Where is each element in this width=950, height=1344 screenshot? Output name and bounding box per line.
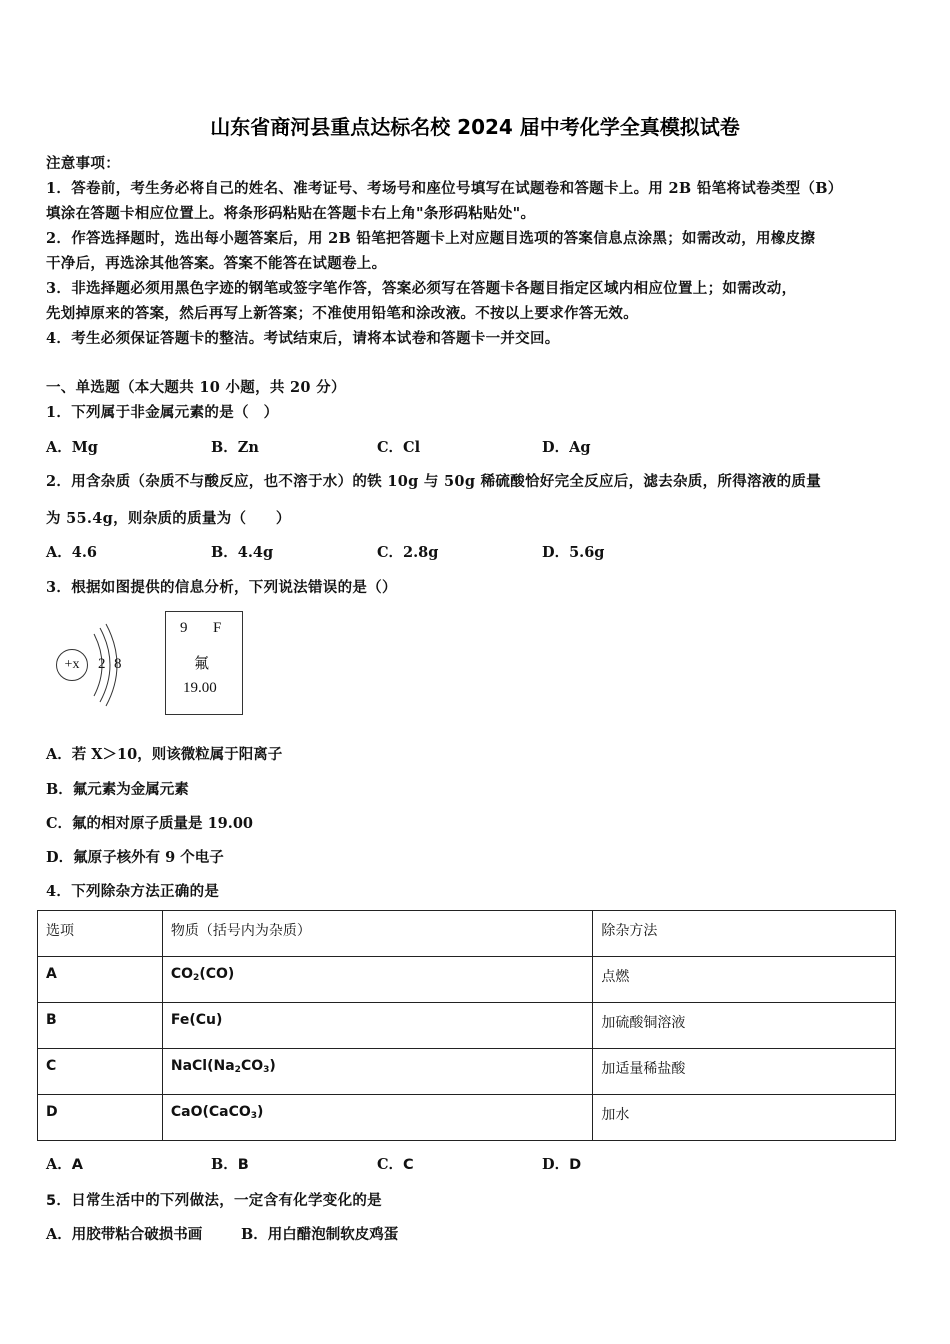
notice-line: 2．作答选择题时，选出每小题答案后，用 2B 铅笔把答题卡上对应题目选项的答案信息点涂黑；如需改动，用橡皮擦 [46,230,816,247]
notice-line: 3．非选择题必须用黑色字迹的钢笔或签字笔作答，答案必须写在答题卡各题目指定区域内相应位置上；如需改动， [46,280,797,297]
question-2-option-c[interactable]: C．2.8g [377,544,439,561]
shell-2-electrons: 8 [114,656,122,672]
header-substance: 物质（括号内为杂质） [162,911,593,957]
row-option: C [38,1049,163,1095]
table-row [38,1003,896,1049]
question-3-option-b[interactable]: B．氟元素为金属元素 [46,781,189,798]
impurity-removal-table [37,910,896,1141]
row-substance: $CO_2(CO)$ [162,957,593,1003]
question-3-option-a[interactable]: A．若 X＞10，则该微粒属于阳离子 [46,746,283,763]
row-method: 加水 [593,1095,896,1141]
question-5-option-a[interactable]: A．用胶带粘合破损书画 [46,1226,203,1243]
question-1-stem: 1．下列属于非金属元素的是（ ） [46,404,279,421]
question-5-stem: 5．日常生活中的下列做法，一定含有化学变化的是 [46,1193,382,1209]
question-4-option-d[interactable]: D．D [542,1156,582,1173]
row-substance: Fe(Cu) [162,1003,593,1049]
notice-line: 1．答卷前，考生务必将自己的姓名、准考证号、考场号和座位号填写在试题卷和答题卡上。用 2B 铅笔将试卷类型（B） [46,180,843,197]
row-method: 点燃 [593,957,896,1003]
row-method: 加适量稀盐酸 [593,1049,896,1095]
row-substance: $NaCl(Na_2CO_3)$ [162,1049,593,1095]
row-method: 加硫酸铜溶液 [593,1003,896,1049]
shell-1-electrons: 2 [98,656,106,672]
notice-line: 先划掉原来的答案，然后再写上新答案；不准使用铅笔和涂改液。不按以上要求作答无效。 [46,305,638,322]
question-1-option-d[interactable]: D．Ag [542,439,591,456]
table-header-row [38,911,896,957]
nucleus: +x [56,649,88,681]
question-5-option-b[interactable]: B．用白醋泡制软皮鸡蛋 [241,1226,399,1243]
question-3-stem: 3．根据如图提供的信息分析，下列说法错误的是（） [46,579,397,596]
notice-line: 干净后，再选涂其他答案。答案不能答在试题卷上。 [46,255,387,272]
question-4-option-a[interactable]: A．A [46,1156,83,1173]
question-2-option-d[interactable]: D．5.6g [542,544,605,561]
row-option: D [38,1095,163,1141]
question-1-option-b[interactable]: B．Zn [211,439,259,456]
question-2-option-b[interactable]: B．4.4g [211,544,274,561]
question-1-option-c[interactable]: C．Cl [377,439,421,456]
question-2-option-a[interactable]: A．4.6 [46,544,97,561]
question-4-stem: 4．下列除杂方法正确的是 [46,883,220,900]
element-symbol: F [213,620,222,636]
question-2-stem: 2．用含杂质（杂质不与酸反应，也不溶于水）的铁 10g 与 50g 稀硫酸恰好完全反应后，滤去杂质，所得溶液的质量 [46,473,822,490]
row-substance: CaO(CaCO$_3$) [162,1095,593,1141]
table-row [38,1049,896,1095]
table-row [38,957,896,1003]
row-option: B [38,1003,163,1049]
page-title: 山东省商河县重点达标名校 2024 届中考化学全真模拟试卷 [210,115,740,139]
question-2-stem-cont: 为 55.4g，则杂质的质量为（ ） [46,510,291,527]
question-3-option-d[interactable]: D．氟原子核外有 9 个电子 [46,849,224,866]
header-method: 除杂方法 [593,911,896,957]
periodic-table-cell [165,611,243,715]
question-4-option-c[interactable]: C．C [377,1156,414,1173]
notice-line: 4．考生必须保证答题卡的整洁。考试结束后，请将本试卷和答题卡一并交回。 [46,330,560,347]
element-name: 氟 [194,654,210,672]
section-heading: 一、单选题（本大题共 10 小题，共 20 分） [46,379,346,396]
question-4-option-b[interactable]: B．B [211,1156,249,1173]
question-3-option-c[interactable]: C．氟的相对原子质量是 19.00 [46,815,253,832]
atomic-mass: 19.00 [183,680,217,696]
notice-line: 填涂在答题卡相应位置上。将条形码粘贴在答题卡右上角"条形码粘贴处"。 [46,205,536,222]
question-1-option-a[interactable]: A．Mg [46,439,98,456]
atomic-number: 9 [180,620,188,636]
row-option: A [38,957,163,1003]
table-row [38,1095,896,1141]
header-option: 选项 [38,911,163,957]
notice-heading: 注意事项： [46,155,120,172]
